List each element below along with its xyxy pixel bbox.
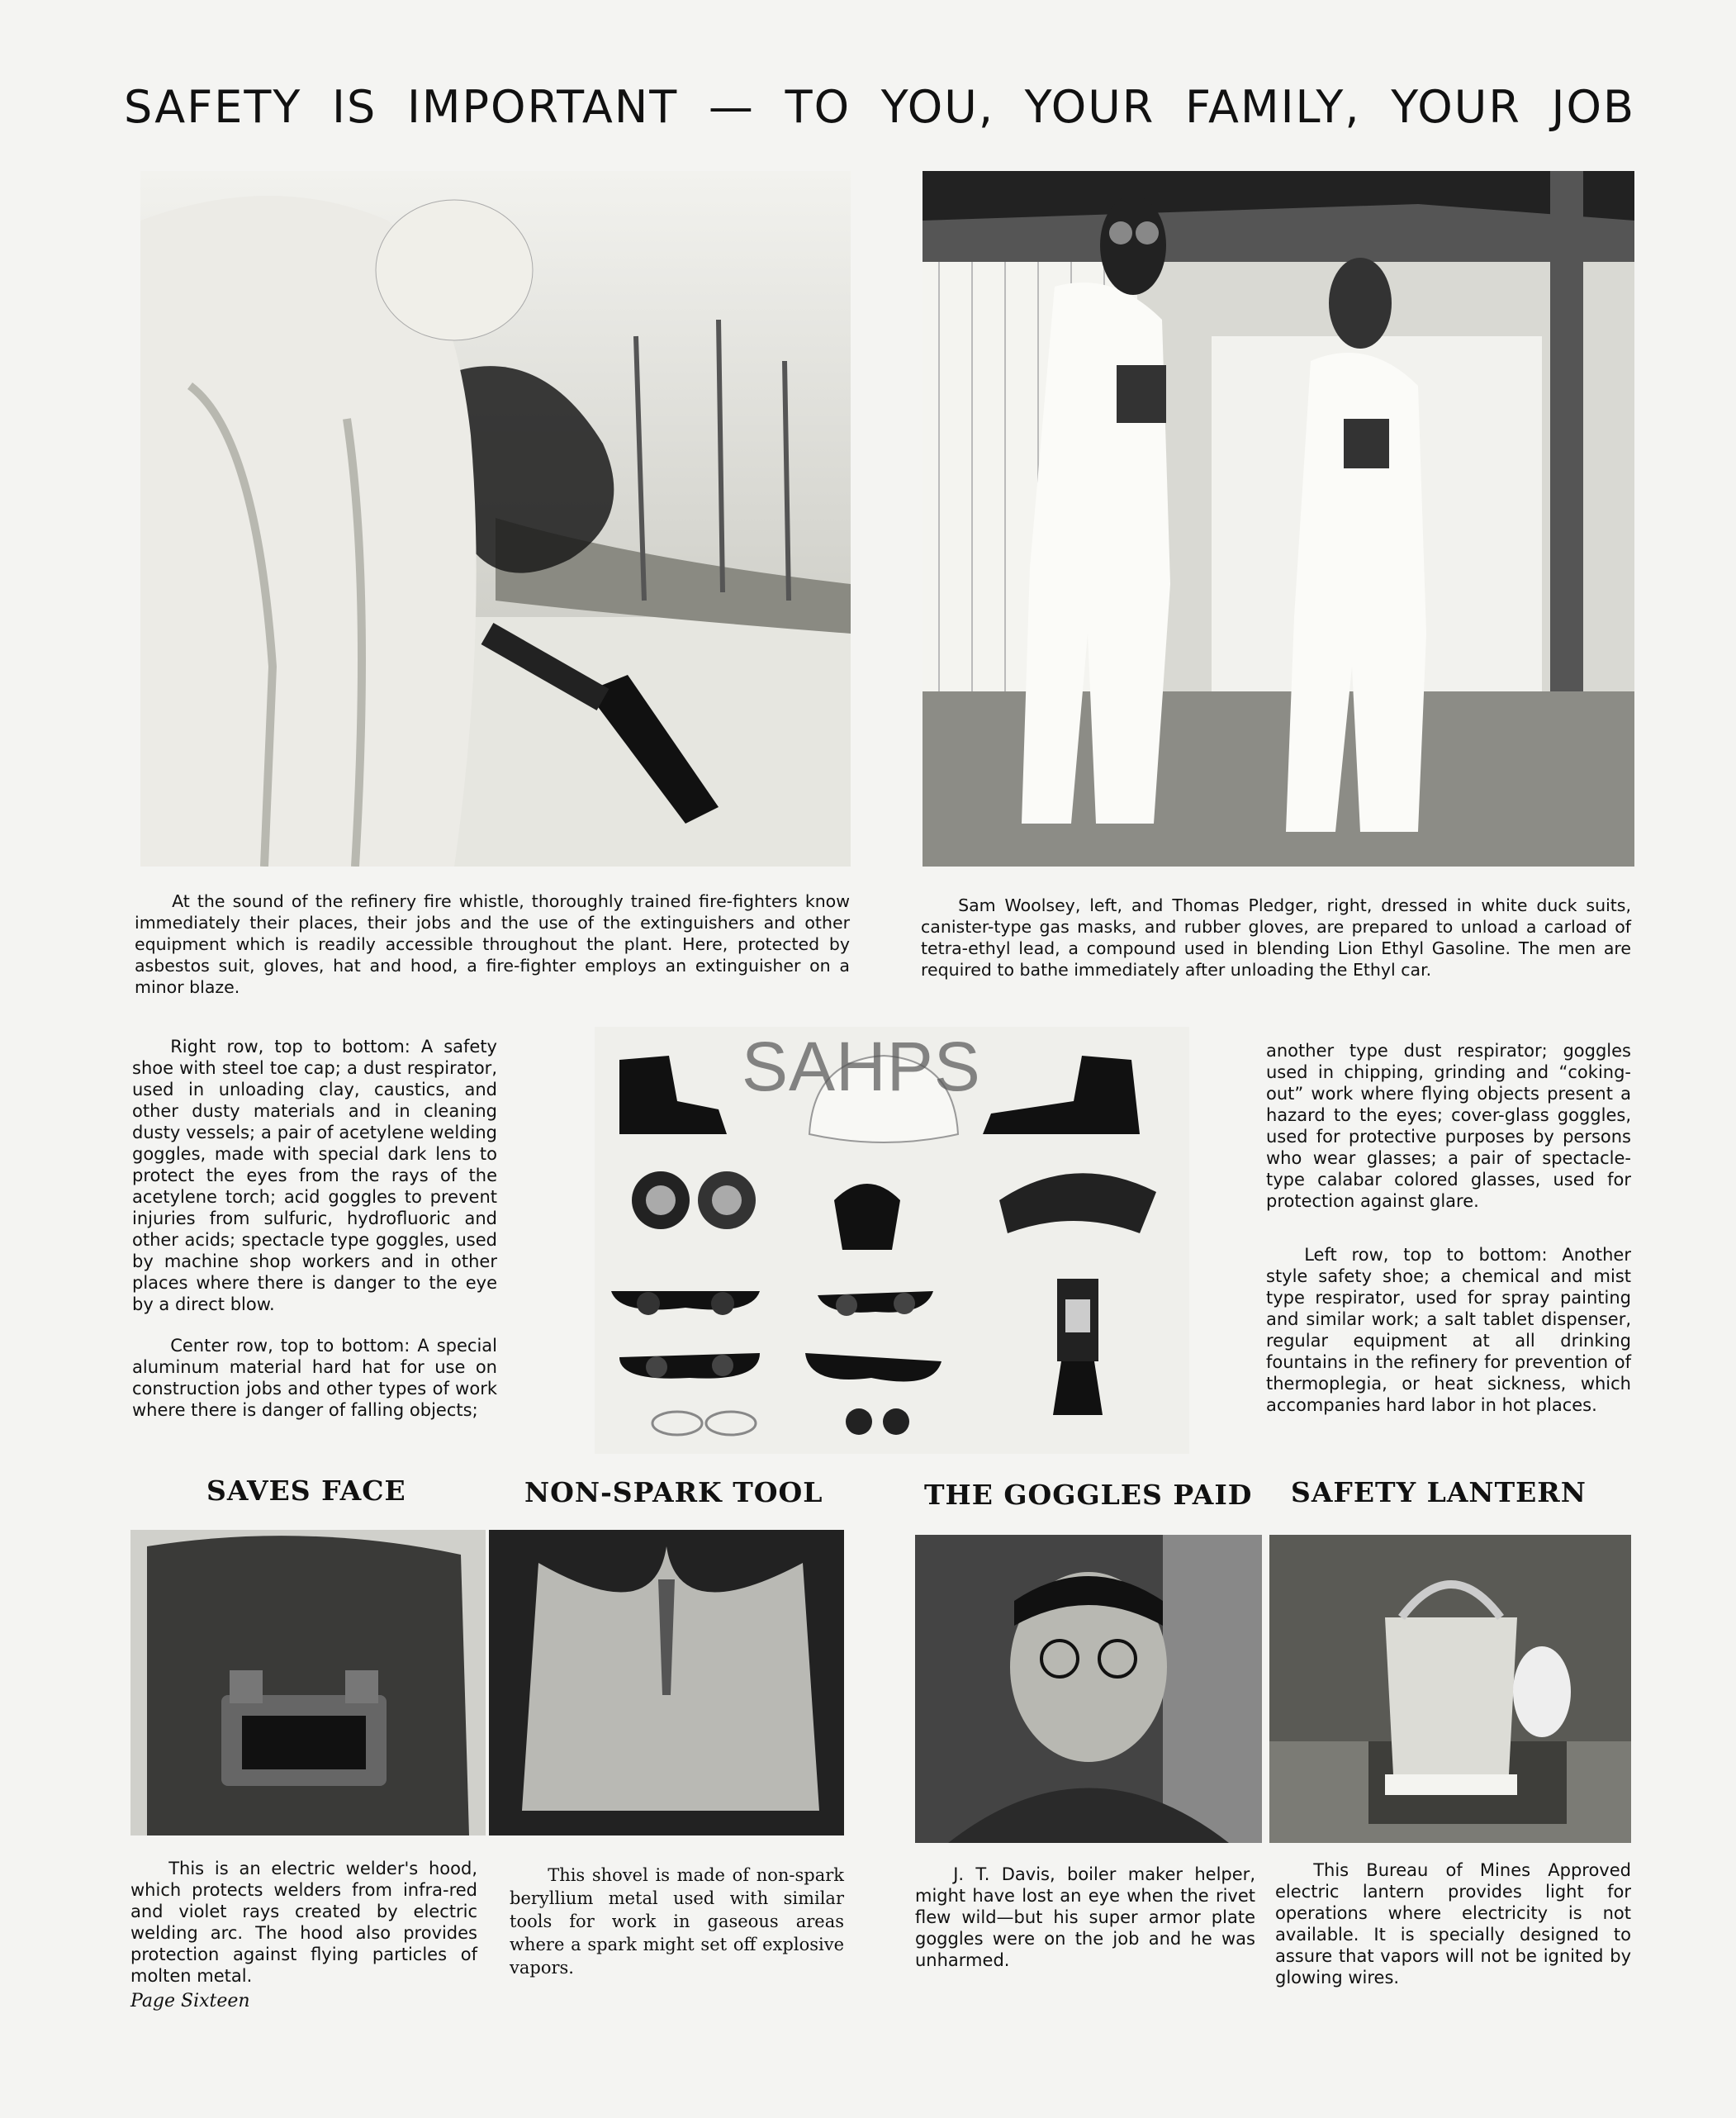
watermark: SAHPS	[742, 1028, 981, 1105]
photo-non-spark-shovel	[489, 1530, 844, 1835]
title-goggles-paid: THE GOGGLES PAID	[924, 1479, 1253, 1511]
text-continuation: another type dust respirator; goggles used in chipping, grinding and “coking-out” work where flying objects present a hazard to the eyes; cover-glass goggles, used for protective purposes by persons who wear glasses; a pair of spectacle-type calabar colored glasses, used for protection against glare.	[1266, 1041, 1631, 1211]
text-center-row: Center row, top to bottom: A special aluminum material hard hat for use on construction jobs and other types of work where there is danger of falling objects;	[132, 1336, 497, 1420]
photo-j-t-davis	[915, 1535, 1262, 1843]
caption-welder-hood: This is an electric welder's hood, which protects welders from infra-red and violet rays created by electric welding arc. The hood also provides protection against flying particles of molten metal.	[130, 1859, 477, 1986]
photo-safety-lantern	[1269, 1535, 1631, 1843]
photo-welder-hood	[130, 1530, 486, 1835]
photo-fire-fighter	[140, 171, 851, 867]
text-right-row: Right row, top to bottom: A safety shoe with steel toe cap; a dust respirator, used in unloading clay, caustics, and other dusty materials and in cleaning dusty vessels; a pair of acetylene welding goggles, made with special dark lens to protect the eyes from the rays of the acetylene torch; acid goggles to prevent injuries from sulfuric, hydrofluoric and other acids; spectacle type goggles, used by machine shop workers and in other places where there is danger to the eye by a direct blow.	[132, 1037, 497, 1314]
title-saves-face: SAVES FACE	[206, 1475, 406, 1507]
caption-non-spark-tool: This shovel is made of non-spark beryllium metal used with similar tools for work in gaseous areas where a spark might set off explosive vapors.	[510, 1865, 844, 1978]
caption-safety-lantern: This Bureau of Mines Approved electric lantern provides light for operations where electricity is not available. It is specially designed to assure that vapors will not be ignited by glowing wires.	[1275, 1860, 1631, 1987]
page-number: Page Sixteen	[130, 1991, 250, 2011]
title-non-spark-tool: NON-SPARK TOOL	[524, 1476, 823, 1508]
page-headline: SAFETY IS IMPORTANT — TO YOU, YOUR FAMILY, YOUR JOB	[124, 81, 1635, 133]
text-left-row: Left row, top to bottom: Another style safety shoe; a chemical and mist type respirator, used for spray painting and similar work; a salt tablet dispenser, regular equipment at all drinking fountains in the refinery for prevention of thermoplegia, or heat sickness, which accompanies hard labor in hot places.	[1266, 1245, 1631, 1415]
caption-fire-fighters: At the sound of the refinery fire whistle, thoroughly trained fire-fighters know immediately their places, their jobs and the use of the extinguishers and other equipment which is readily accessible throughout the plant. Here, protected by asbestos suit, gloves, hat and hood, a fire-fighter employs an extinguisher on a minor blaze.	[135, 891, 850, 997]
photo-gas-masks	[923, 171, 1634, 867]
caption-gas-masks: Sam Woolsey, left, and Thomas Pledger, right, dressed in white duck suits, canister-type gas masks, and rubber gloves, are prepared to unload a carload of tetra-ethyl lead, a compound used in blending Lion Ethyl Gasoline. The men are required to bathe immediately after unloading the Ethyl car.	[921, 895, 1631, 980]
caption-goggles-paid: J. T. Davis, boiler maker helper, might have lost an eye when the rivet flew wild—but his super armor plate goggles were on the job and he was unharmed.	[915, 1864, 1255, 1970]
title-safety-lantern: SAFETY LANTERN	[1291, 1476, 1587, 1508]
